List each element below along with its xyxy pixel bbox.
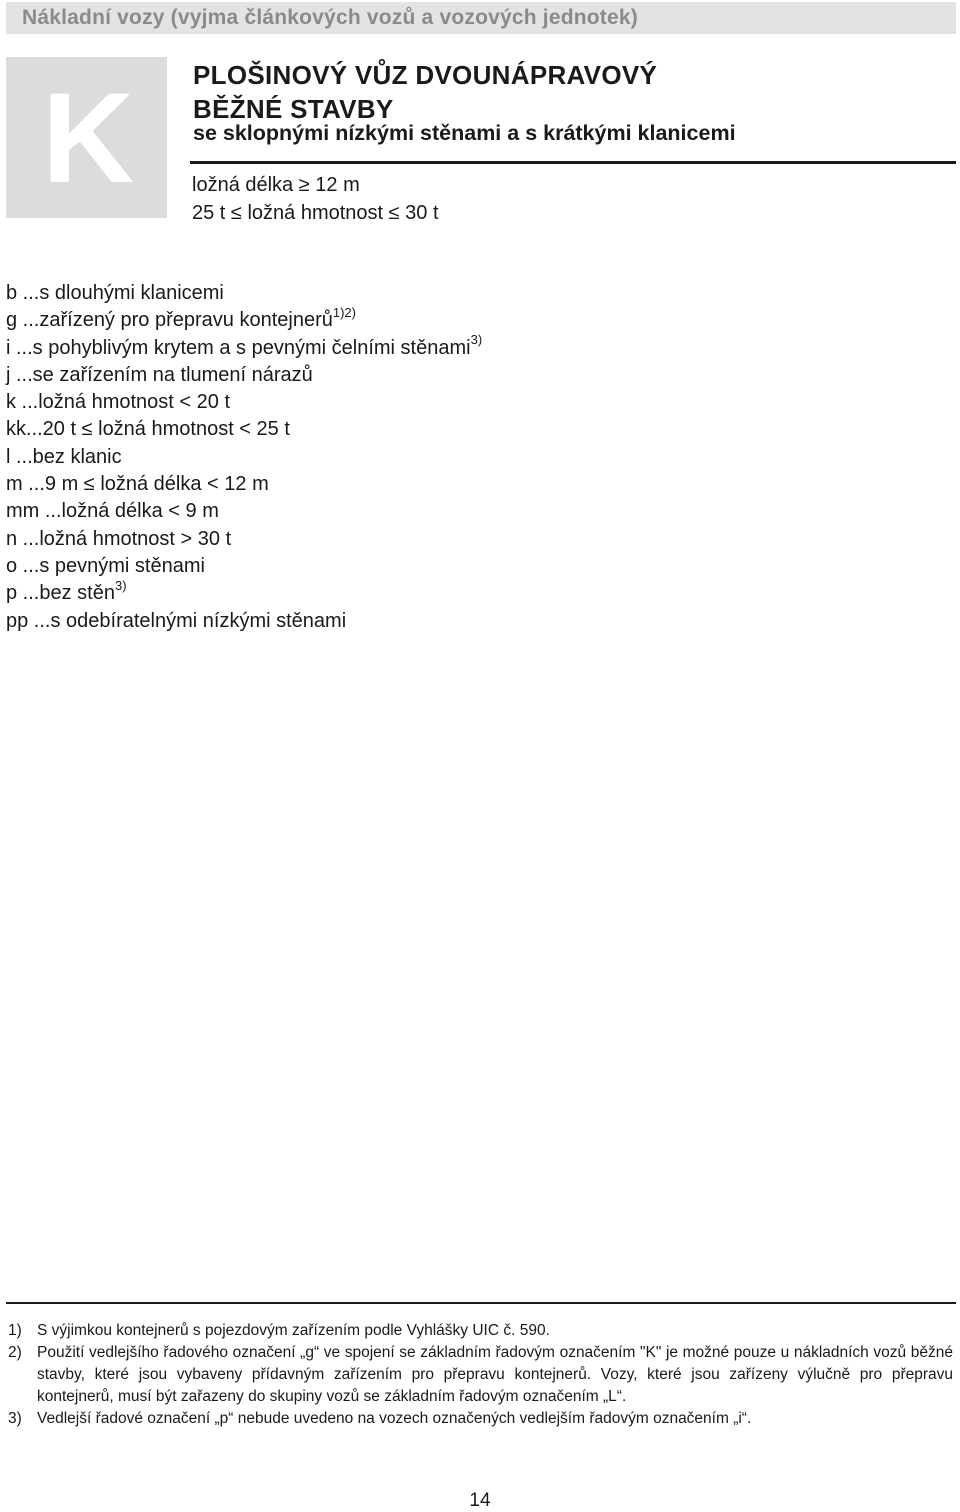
category-letter: K	[42, 67, 135, 210]
code-text: l ...bez klanic	[6, 445, 122, 468]
code-text: n ...ložná hmotnost > 30 t	[6, 527, 232, 550]
list-item	[6, 304, 482, 334]
footnote-divider	[6, 1302, 956, 1304]
section-header: Nákladní vozy (vyjma článkových vozů a vozových jednotek)	[22, 6, 638, 29]
list-item	[6, 498, 482, 525]
footnote-ref: 3)	[114, 577, 127, 593]
footnote	[8, 1320, 953, 1342]
code-text: mm ...ložná délka < 9 m	[6, 500, 219, 523]
code-text: k ...ložná hmotnost < 20 t	[6, 391, 231, 414]
list-item	[6, 362, 482, 389]
footnote	[8, 1342, 953, 1408]
list-item	[6, 331, 483, 362]
code-text: g ...zařízený pro přepravu kontejnerů	[6, 309, 333, 332]
spec-mass: 25 t ≤ ložná hmotnost ≤ 30 t	[192, 202, 439, 224]
code-text: m ...9 m ≤ ložná délka < 12 m	[6, 473, 269, 496]
code-text: i ...s pohyblivým krytem a s pevnými čelními stěnami	[6, 336, 471, 359]
page-number: 14	[469, 1490, 491, 1511]
category-letter-box	[6, 57, 167, 218]
code-text: kk...20 t ≤ ložná hmotnost < 25 t	[6, 418, 290, 441]
footnote-number: 2)	[8, 1344, 22, 1361]
code-text: b ...s dlouhými klanicemi	[6, 282, 224, 304]
list-item	[6, 526, 482, 553]
section-header-band	[6, 2, 956, 34]
code-text: pp ...s odebíratelnými nízkými stěnami	[6, 609, 347, 632]
list-item	[6, 471, 482, 498]
footnote-text: Použití vedlejšího řadového označení „g“ ve spojení se základním řadovým označením "K" je možné pouze u nákladních vozů běžné stavby, které jsou vybaveny přídavným zařízením pro přepravu kontejnerů. Vozy, které jsou zařízeny výlučně pro přepravu kontejnerů, musí být zařazeny do skupiny vozů se základním řadovým označením „L“.	[37, 1344, 953, 1405]
secondary-code-list	[6, 280, 482, 635]
code-text: p ...bez stěn	[6, 582, 115, 605]
footnote-ref: 1)2)	[332, 304, 356, 320]
footnote-number: 3)	[8, 1410, 22, 1427]
page-title	[193, 58, 657, 126]
footnote-ref: 3)	[470, 331, 483, 347]
list-item	[6, 280, 482, 307]
code-text: o ...s pevnými stěnami	[6, 554, 205, 577]
page-subtitle: se sklopnými nízkými stěnami a s krátkými klanicemi	[193, 121, 736, 145]
footnote	[8, 1408, 953, 1430]
footnote-text: S výjimkou kontejnerů s pojezdovým zařízením podle Vyhlášky UIC č. 590.	[37, 1322, 550, 1339]
list-item	[6, 577, 482, 607]
title-divider	[190, 161, 956, 164]
code-text: j ...se zařízením na tlumení nárazů	[6, 363, 313, 386]
title-line-1: PLOŠINOVÝ VŮZ DVOUNÁPRAVOVÝ	[193, 60, 658, 90]
list-item	[6, 444, 482, 471]
footnotes	[8, 1320, 953, 1430]
list-item	[6, 553, 482, 580]
list-item	[6, 416, 482, 443]
list-item	[6, 389, 482, 416]
footnote-number: 1)	[8, 1322, 22, 1339]
footnote-text: Vedlejší řadové označení „p“ nebude uvedeno na vozech označených vedlejším řadovým označením „i“.	[37, 1410, 752, 1427]
title-line-2: BĚŽNÉ STAVBY	[193, 94, 394, 124]
list-item	[6, 608, 482, 635]
spec-length: ložná délka ≥ 12 m	[192, 174, 360, 196]
